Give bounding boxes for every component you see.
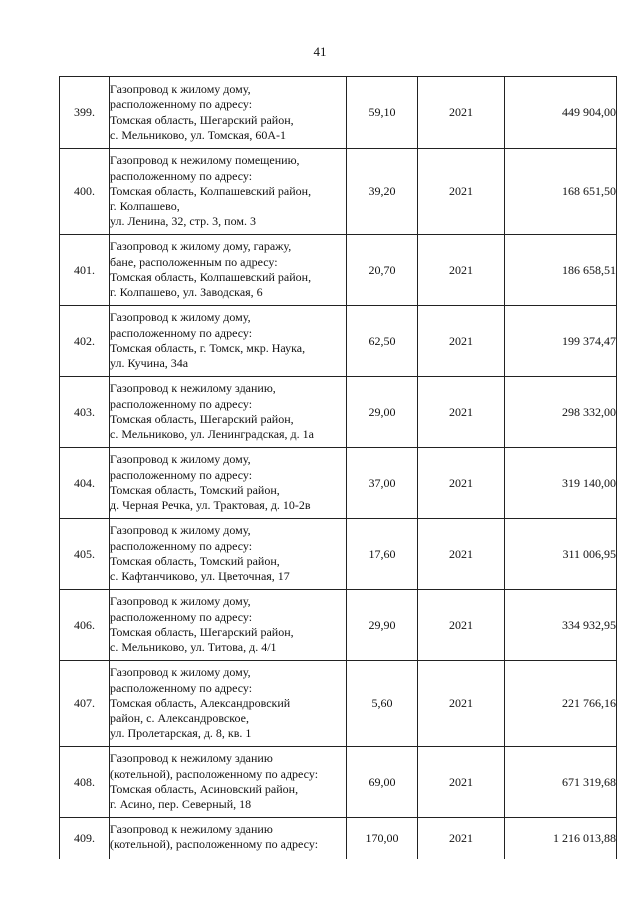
- row-number-cell: 405.: [60, 519, 110, 590]
- description-cell: [110, 149, 347, 235]
- description-line: Газопровод к жилому дому,: [110, 81, 251, 96]
- description-line: г. Асино, пер. Северный, 18: [110, 797, 252, 812]
- length-cell: 29,90: [347, 590, 418, 661]
- description-cell: [110, 519, 347, 590]
- cost-cell: 298 332,00: [505, 377, 617, 448]
- cost-cell: 168 651,50: [505, 149, 617, 235]
- description-line: (котельной), расположенному по адресу:: [110, 766, 319, 781]
- description-line: расположенному по адресу:: [110, 467, 253, 482]
- table-row: [60, 661, 617, 747]
- description-line: Газопровод к нежилому зданию: [110, 822, 273, 836]
- description-line: Газопровод к жилому дому,: [110, 594, 251, 609]
- description-cell: [110, 448, 347, 519]
- length-cell: 17,60: [347, 519, 418, 590]
- cost-cell: 449 904,00: [505, 77, 617, 149]
- description-cell: [110, 590, 347, 661]
- registry-table-body: [60, 77, 617, 859]
- table-row: [60, 590, 617, 661]
- row-number-cell: 402.: [60, 306, 110, 377]
- description-line: Томская область, Александровский: [110, 695, 291, 710]
- description-cell: [110, 77, 347, 149]
- description-line: Томская область, Колпашевский район,: [110, 183, 312, 198]
- description-line: расположенному по адресу:: [110, 538, 253, 553]
- description-line: Газопровод к жилому дому,: [110, 452, 251, 467]
- description-cell: [110, 306, 347, 377]
- page-number: 41: [313, 44, 327, 59]
- description-line: Газопровод к нежилому помещению,: [110, 153, 300, 168]
- description-line: г. Колпашево, ул. Заводская, 6: [110, 285, 263, 300]
- length-cell: 62,50: [347, 306, 418, 377]
- description-line: (котельной), расположенному по адресу:: [110, 837, 319, 852]
- description-line: Газопровод к жилому дому,: [110, 523, 251, 538]
- description-line: расположенному по адресу:: [110, 168, 253, 183]
- row-number-cell: 404.: [60, 448, 110, 519]
- description-line: с. Мельниково, ул. Ленинградская, д. 1а: [110, 427, 314, 442]
- description-cell: [110, 377, 347, 448]
- table-row: [60, 448, 617, 519]
- row-number-cell: 408.: [60, 747, 110, 818]
- description-line: Томская область, г. Томск, мкр. Наука,: [110, 341, 306, 355]
- description-line: с. Мельниково, ул. Томская, 60А-1: [110, 127, 287, 142]
- year-cell: 2021: [418, 448, 505, 519]
- description-line: с. Мельниково, ул. Титова, д. 4/1: [110, 640, 277, 655]
- description-line: расположенному по адресу:: [110, 680, 253, 695]
- row-number-cell: 400.: [60, 149, 110, 235]
- table-row: [60, 377, 617, 448]
- cost-cell: 319 140,00: [505, 448, 617, 519]
- row-number-cell: 403.: [60, 377, 110, 448]
- year-cell: 2021: [418, 590, 505, 661]
- cost-cell: 1 216 013,88: [505, 818, 617, 859]
- description-line: Газопровод к жилому дому, гаражу,: [110, 239, 292, 254]
- table-row: [60, 77, 617, 149]
- description-line: район, с. Александровское,: [110, 711, 249, 726]
- cost-cell: 199 374,47: [505, 306, 617, 377]
- description-line: Газопровод к нежилому зданию,: [110, 381, 276, 396]
- description-line: с. Кафтанчиково, ул. Цветочная, 17: [110, 569, 290, 584]
- table-row: [60, 519, 617, 590]
- table-row: [60, 747, 617, 818]
- row-number-cell: 399.: [60, 77, 110, 149]
- cost-cell: 186 658,51: [505, 235, 617, 306]
- description-line: Газопровод к жилому дому,: [110, 665, 251, 680]
- cost-cell: 671 319,68: [505, 747, 617, 818]
- description-line: бане, расположенным по адресу:: [110, 254, 278, 269]
- year-cell: 2021: [418, 519, 505, 590]
- length-cell: 5,60: [347, 661, 418, 747]
- year-cell: 2021: [418, 661, 505, 747]
- table-row: [60, 306, 617, 377]
- description-line: Томская область, Шегарский район,: [110, 625, 294, 639]
- length-cell: 39,20: [347, 149, 418, 235]
- description-line: Томская область, Колпашевский район,: [110, 270, 312, 284]
- description-line: расположенному по адресу:: [110, 609, 253, 624]
- length-cell: 59,10: [347, 77, 418, 149]
- year-cell: 2021: [418, 235, 505, 306]
- description-line: ул. Пролетарская, д. 8, кв. 1: [110, 726, 252, 741]
- length-cell: 20,70: [347, 235, 418, 306]
- description-line: расположенному по адресу:: [110, 325, 253, 340]
- year-cell: 2021: [418, 77, 505, 149]
- year-cell: 2021: [418, 747, 505, 818]
- cost-cell: 221 766,16: [505, 661, 617, 747]
- description-line: Газопровод к жилому дому,: [110, 310, 251, 325]
- description-line: Томская область, Томский район,: [110, 483, 280, 497]
- description-line: Газопровод к нежилому зданию: [110, 751, 273, 766]
- description-line: расположенному по адресу:: [110, 396, 253, 411]
- row-number-cell: 406.: [60, 590, 110, 661]
- table-row: [60, 235, 617, 306]
- description-line: ул. Ленина, 32, стр. 3, пом. 3: [110, 214, 256, 229]
- description-line: расположенному по адресу:: [110, 97, 253, 112]
- description-line: Томская область, Томский район,: [110, 554, 280, 568]
- length-cell: 29,00: [347, 377, 418, 448]
- year-cell: 2021: [418, 818, 505, 859]
- description-line: Томская область, Шегарский район,: [110, 412, 294, 426]
- table-row: [60, 818, 617, 859]
- description-cell: [110, 747, 347, 818]
- year-cell: 2021: [418, 306, 505, 377]
- description-line: г. Колпашево,: [110, 199, 180, 214]
- year-cell: 2021: [418, 377, 505, 448]
- table-row: [60, 149, 617, 235]
- description-cell: [110, 818, 347, 859]
- description-cell: [110, 661, 347, 747]
- year-cell: 2021: [418, 149, 505, 235]
- description-line: Томская область, Асиновский район,: [110, 782, 299, 796]
- description-cell: [110, 235, 347, 306]
- row-number-cell: 407.: [60, 661, 110, 747]
- description-line: ул. Кучина, 34а: [110, 356, 189, 371]
- row-number-cell: 409.: [60, 818, 110, 859]
- length-cell: 69,00: [347, 747, 418, 818]
- description-line: д. Черная Речка, ул. Трактовая, д. 10-2в: [110, 498, 311, 513]
- length-cell: 37,00: [347, 448, 418, 519]
- length-cell: 170,00: [347, 818, 418, 859]
- cost-cell: 311 006,95: [505, 519, 617, 590]
- cost-cell: 334 932,95: [505, 590, 617, 661]
- gas-pipeline-registry-table: [59, 76, 617, 859]
- row-number-cell: 401.: [60, 235, 110, 306]
- description-line: Томская область, Шегарский район,: [110, 112, 294, 127]
